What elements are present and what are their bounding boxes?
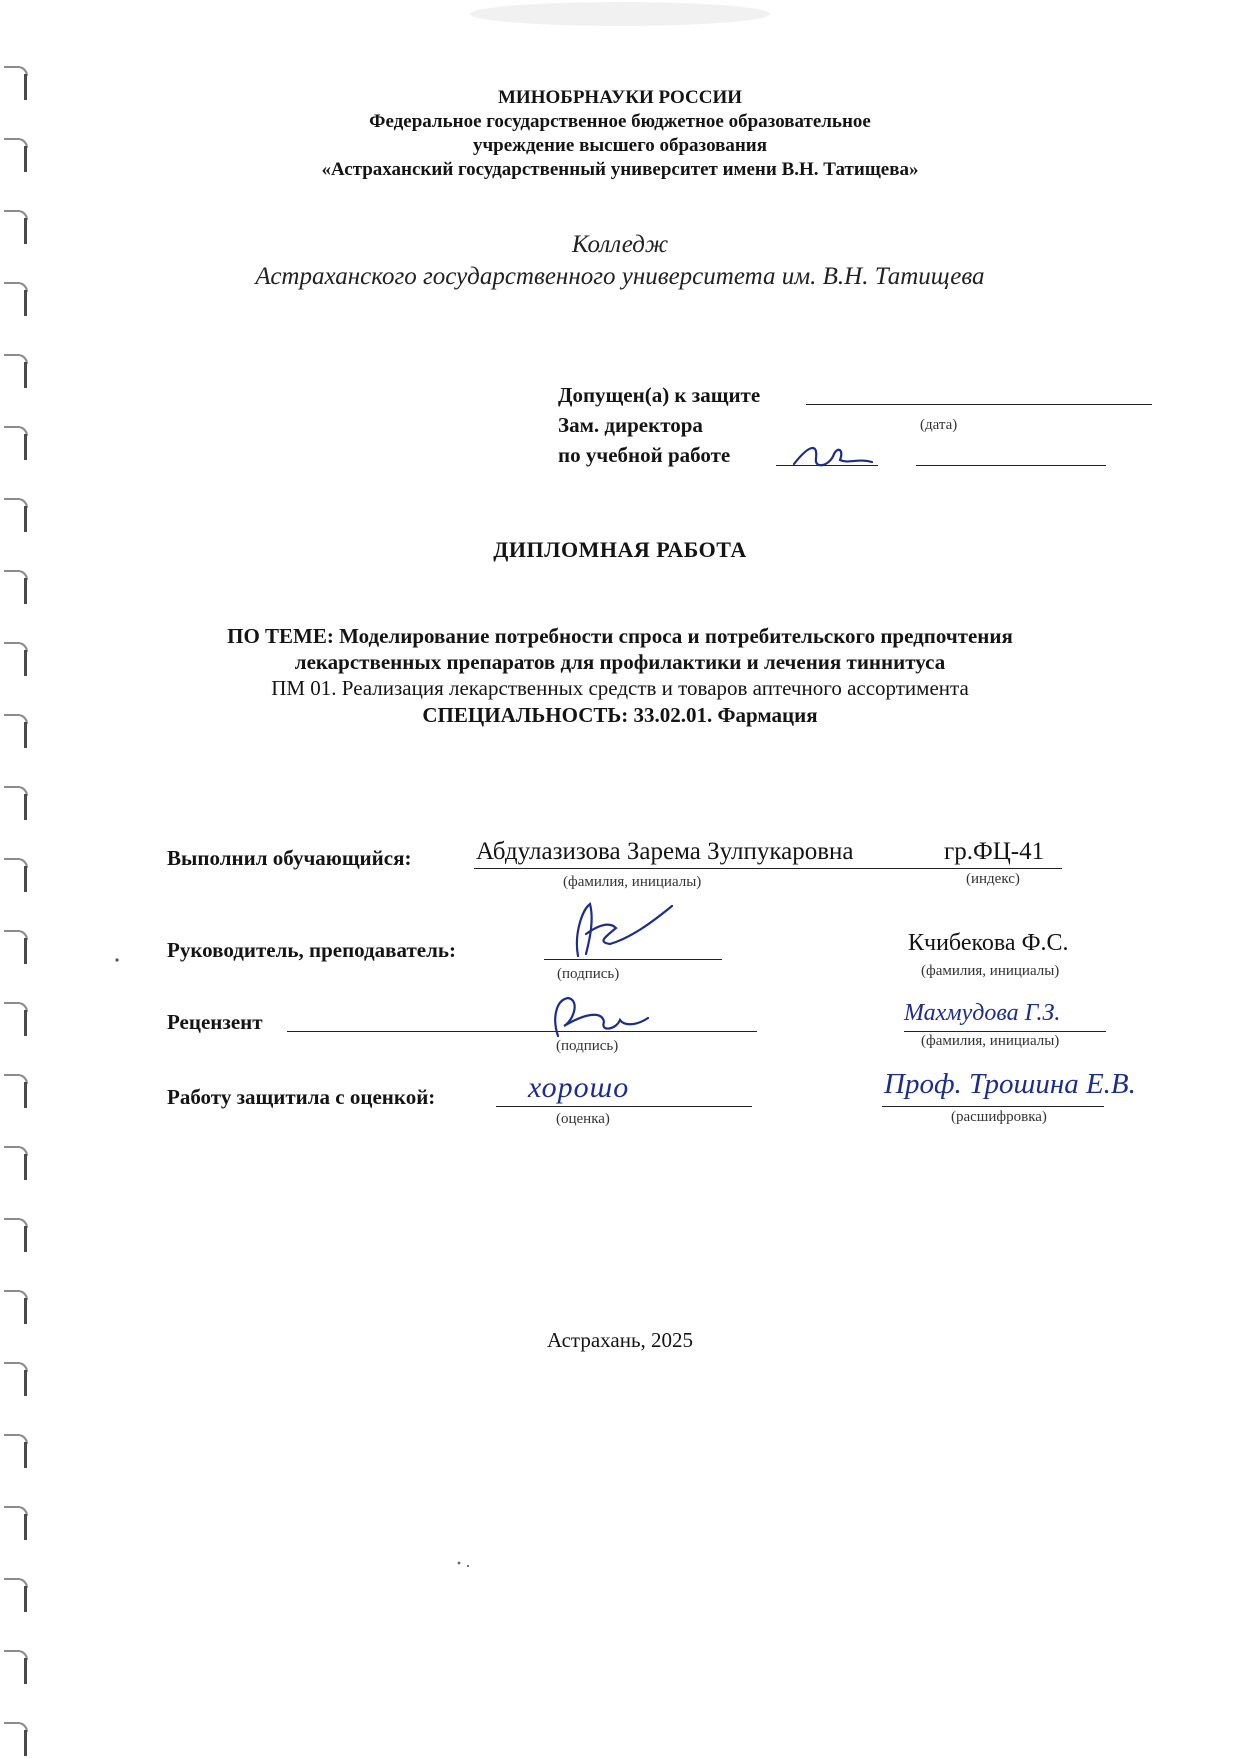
supervisor-name-caption: (фамилия, инициалы) xyxy=(921,963,1060,979)
binding-ring xyxy=(4,1506,28,1542)
college-line-1: Колледж xyxy=(571,231,669,258)
date-caption: (дата) xyxy=(920,417,958,433)
binding-ring xyxy=(4,354,28,390)
binding-ring xyxy=(4,930,28,966)
reviewer-name-line xyxy=(904,1031,1106,1032)
student-name: Абдулазизова Зарема Зулпукаровна xyxy=(476,838,854,865)
deputy-signature-icon xyxy=(788,436,878,476)
binding-ring xyxy=(4,786,28,822)
reviewer-name: Махмудова Г.З. xyxy=(904,1000,1061,1026)
reviewer-label: Рецензент xyxy=(167,1010,263,1034)
deputy-label: Зам. директора xyxy=(558,413,703,437)
student-group: гр.ФЦ-41 xyxy=(944,838,1045,865)
grade-line xyxy=(496,1106,752,1107)
admitted-line xyxy=(806,404,1152,405)
organization-line-1: Федеральное государственное бюджетное образовательное xyxy=(369,111,871,132)
reviewer-signature-icon xyxy=(544,992,654,1042)
module-line: ПМ 01. Реализация лекарственных средств и товаров аптечного ассортимента xyxy=(271,676,969,700)
supervisor-label: Руководитель, преподаватель: xyxy=(167,938,456,962)
binding-ring xyxy=(4,1578,28,1614)
defense-label: Работу защитила с оценкой: xyxy=(167,1085,436,1109)
work-type: ДИПЛОМНАЯ РАБОТА xyxy=(493,537,747,562)
binding-ring xyxy=(4,1002,28,1038)
study-label: по учебной работе xyxy=(558,443,731,467)
decode-line xyxy=(882,1106,1104,1107)
reviewer-name-caption: (фамилия, инициалы) xyxy=(921,1033,1060,1049)
binding-ring xyxy=(4,1218,28,1254)
student-line xyxy=(474,868,1062,869)
binding-ring xyxy=(4,498,28,534)
admitted-label: Допущен(а) к защите xyxy=(558,383,761,407)
supervisor-name: Кчибекова Ф.С. xyxy=(908,930,1069,956)
student-group-caption: (индекс) xyxy=(966,871,1020,887)
binding-ring xyxy=(4,1362,28,1398)
binding-ring xyxy=(4,858,28,894)
student-name-caption: (фамилия, инициалы) xyxy=(563,874,702,890)
grade-value: хорошо xyxy=(528,1071,630,1104)
grade-caption: (оценка) xyxy=(556,1111,610,1127)
defense-signature: Проф. Трошина Е.В. xyxy=(884,1068,1136,1100)
binding-ring xyxy=(4,1074,28,1110)
binding-ring xyxy=(4,1290,28,1326)
decode-caption: (расшифровка) xyxy=(951,1109,1047,1125)
topic-line-1: ПО ТЕМЕ: Моделирование потребности спроса и потребительского предпочтения xyxy=(227,624,1013,648)
date-line xyxy=(916,465,1106,466)
ministry-line: МИНОБРНАУКИ РОССИИ xyxy=(497,87,743,108)
reviewer-sign-caption: (подпись) xyxy=(556,1038,619,1054)
specialty-line: СПЕЦИАЛЬНОСТЬ: 33.02.01. Фармация xyxy=(422,703,818,727)
binding-ring xyxy=(4,1146,28,1182)
binding-ring xyxy=(4,1434,28,1470)
binding-ring xyxy=(4,1650,28,1686)
reviewer-sign-line xyxy=(287,1031,757,1032)
city-year: Астрахань, 2025 xyxy=(546,1328,694,1352)
binding-ring xyxy=(4,1722,28,1758)
binding-ring xyxy=(4,570,28,606)
topic-line-2: лекарственных препаратов для профилактики и лечения тиннитуса xyxy=(294,650,946,674)
organization-line-2: учреждение высшего образования xyxy=(472,135,768,156)
binding-ring xyxy=(4,426,28,462)
college-line-2: Астраханского государственного университета им. В.Н. Татищева xyxy=(255,263,985,290)
supervisor-signature-icon xyxy=(560,894,680,966)
supervisor-sign-caption: (подпись) xyxy=(557,966,620,982)
student-label: Выполнил обучающийся: xyxy=(167,846,412,870)
organization-line-3: «Астраханский государственный университет имени В.Н. Татищева» xyxy=(321,159,919,180)
